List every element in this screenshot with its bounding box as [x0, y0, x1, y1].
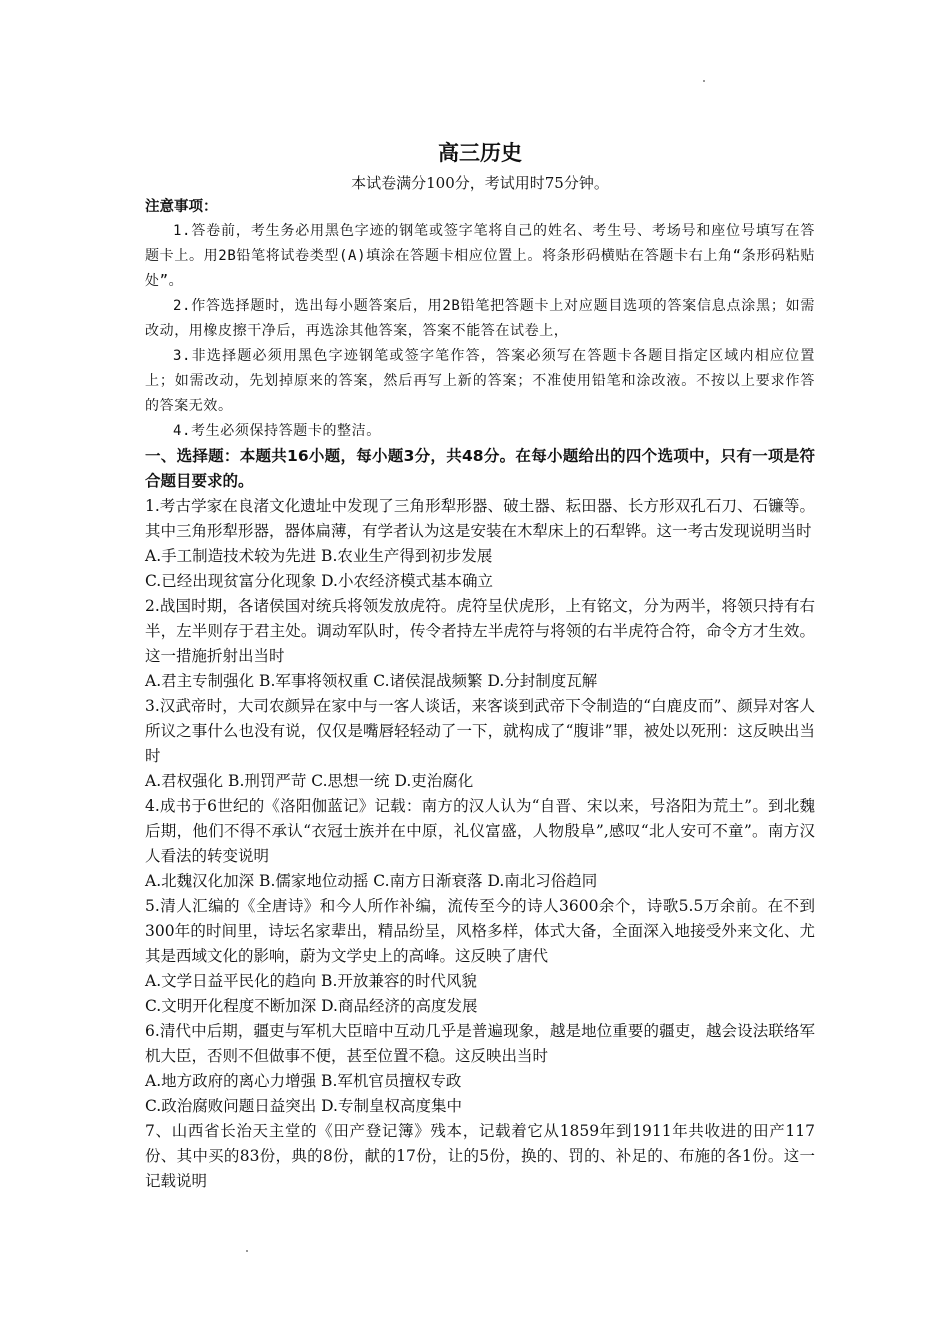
question-options: A.君权强化 B.刑罚严苛 C.思想一统 D.吏治腐化: [145, 772, 474, 790]
exam-page: [145, 138, 815, 1194]
question-options: A.手工制造技术较为先进 B.农业生产得到初步发展: [145, 547, 493, 565]
notice-heading: 注意事项：: [145, 199, 218, 215]
question-stem: 6.清代中后期，疆吏与军机大臣暗中互动几乎是普遍现象，越是地位重要的疆吏，越会设法联络军机大臣，否则不但做事不便，甚至位置不稳。这反映出当时: [145, 1022, 815, 1065]
question-7: [145, 1119, 815, 1194]
question-options: A.地方政府的离心力增强 B.军机官员擅权专政: [145, 1072, 462, 1090]
notice-item: 4.考生必须保持答题卡的整洁。: [173, 423, 381, 439]
question-5: [145, 894, 815, 1019]
question-options: A.文学日益平民化的趋向 B.开放兼容的时代风貌: [145, 972, 477, 990]
question-options: A.北魏汉化加深 B.儒家地位动摇 C.南方日渐衰落 D.南北习俗趋同: [145, 872, 598, 890]
question-options: C.政治腐败问题日益突出 D.专制皇权高度集中: [145, 1097, 462, 1115]
notice-item: 3.非选择题必须用黑色字迹钢笔或签字笔作答，答案必须写在答题卡各题目指定区域内相应位置上；如需改动，先划掉原来的答案，然后再写上新的答案；不准使用铅笔和涂改液。不按以上要求作答的答案无效。: [145, 348, 815, 414]
exam-info: 本试卷满分100分，考试用时75分钟。: [351, 174, 609, 192]
question-options: C.已经出现贫富分化现象 D.小农经济模式基本确立: [145, 572, 493, 590]
question-4: [145, 794, 815, 894]
section-heading: 一、选择题：本题共16小题，每小题3分，共48分。在每小题给出的四个选项中，只有一项是符合题目要求的。: [145, 447, 815, 490]
page-title: 高三历史: [438, 141, 522, 165]
question-stem: 2.战国时期，各诸侯国对统兵将领发放虎符。虎符呈伏虎形，上有铭文，分为两半，将领只持有右半，左半则存于君主处。调动军队时，传令者持左半虎符与将领的右半虎符合符，命令方才生效。这一措施折射出当时: [145, 597, 815, 665]
question-1: [145, 494, 815, 594]
question-stem: 5.清人汇编的《全唐诗》和今人所作补编，流传至今的诗人3600余个，诗歌5.5万余前。在不到300年的时间里，诗坛名家辈出，精品纷呈，风格多样，体式大备，全面深入地接受外来文化、尤其是西域文化的影响，蔚为文学史上的高峰。这反映了唐代: [145, 897, 815, 965]
question-3: [145, 694, 815, 794]
notice-item: 2.作答选择题时，选出每小题答案后，用2B铅笔把答题卡上对应题目选项的答案信息点涂黑；如需改动，用橡皮擦干净后，再选涂其他答案，答案不能答在试卷上，: [145, 298, 815, 339]
notice-item: 1.答卷前，考生务必用黑色字迹的钢笔或签字笔将自己的姓名、考生号、考场号和座位号填写在答题卡上。用2B铅笔将试卷类型(A)填涂在答题卡相应位置上。将条形码横贴在答题卡右上角“条形码粘贴处”。: [145, 223, 815, 289]
question-6: [145, 1019, 815, 1119]
question-stem: 4.成书于6世纪的《洛阳伽蓝记》记载：南方的汉人认为“自晋、宋以来，号洛阳为荒土”。到北魏后期，他们不得不承认“衣冠士族并在中原，礼仪富盛，人物殷阜”,感叹“北人安可不童”。南方汉人看法的转变说明: [145, 797, 815, 865]
scan-speck: [703, 80, 705, 82]
scan-speck: [246, 1250, 248, 1252]
question-stem: 1.考古学家在良渚文化遗址中发现了三角形犁形器、破土器、耘田器、长方形双孔石刀、石镰等。其中三角形犁形器，器体扁薄，有学者认为这是安装在木犁床上的石犁铧。这一考古发现说明当时: [145, 497, 815, 540]
question-2: [145, 594, 815, 694]
question-options: A.君主专制强化 B.军事将领权重 C.诸侯混战频繁 D.分封制度瓦解: [145, 672, 598, 690]
question-stem: 3.汉武帝时，大司农颜异在家中与一客人谈话，来客谈到武帝下令制造的“白鹿皮而”、颜异对客人所议之事什么也没有说，仅仅是嘴唇轻轻动了一下，就构成了“腹诽”罪，被处以死刑：这反映出当时: [145, 697, 815, 765]
question-stem: 7、山西省长治天主堂的《田产登记簿》残本，记载着它从1859年到1911年共收进的田产117份、其中买的83份，典的8份，献的17份，让的5份，换的、罚的、补足的、布施的各1份。这一记载说明: [145, 1122, 815, 1190]
question-options: C.文明开化程度不断加深 D.商品经济的高度发展: [145, 997, 478, 1015]
